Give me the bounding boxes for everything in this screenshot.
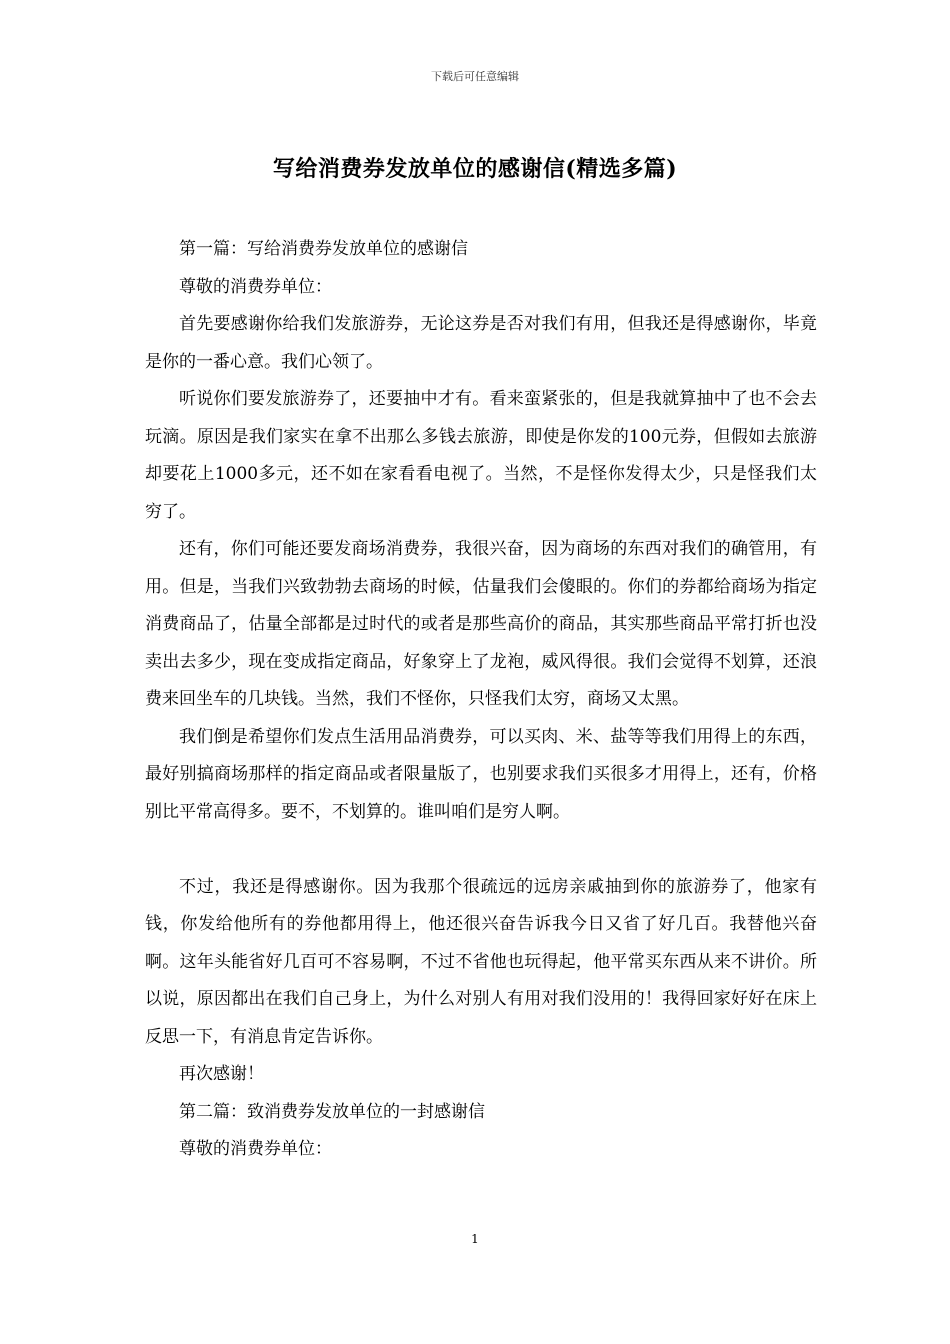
body-paragraph: 我们倒是希望你们发点生活用品消费券，可以买肉、米、盐等等我们用得上的东西，最好别搞商场那样的指定商品或者限量版了，也别要求我们买很多才用得上，还有，价格别比平常高得多。要不，不划算的。谁叫咱们是穷人啊。: [145, 726, 817, 822]
body-paragraph: 听说你们要发旅游券了，还要抽中才有。看来蛮紧张的，但是我就算抽中了也不会去玩滴。原因是我们家实在拿不出那么多钱去旅游，即使是你发的100元券，但假如去旅游却要花上1000多元，还不如在家看看电视了。当然，不是怪你发得太少，只是怪我们太穷了。: [145, 389, 817, 522]
section-heading-2: 第二篇：致消费券发放单位的一封感谢信: [179, 1101, 485, 1122]
blank-line: [145, 831, 817, 869]
salutation: 尊敬的消费券单位：: [179, 1139, 332, 1159]
body-paragraph: 还有，你们可能还要发商场消费券，我很兴奋，因为商场的东西对我们的确管用，有用。但是，当我们兴致勃勃去商场的时候，估量我们会傻眼的。你们的券都给商场为指定消费商品了，估量全部都是过时代的或者是那些高价的商品，其实那些商品平常打折也没卖出去多少，现在变成指定商品，好象穿上了龙袍，威风得很。我们会觉得不划算，还浪费来回坐车的几块钱。当然，我们不怪你，只怪我们太穷，商场又太黑。: [145, 539, 817, 709]
body-paragraph: 不过，我还是得感谢你。因为我那个很疏远的远房亲戚抽到你的旅游券了，他家有钱，你发给他所有的券他都用得上，他还很兴奋告诉我今日又省了好几百。我替他兴奋啊。这年头能省好几百可不容易啊，不过不省他也玩得起，他平常买东西从来不讲价。所以说，原因都出在我们自己身上，为什么对别人有用对我们没用的！我得回家好好在床上反思一下，有消息肯定告诉你。: [145, 876, 817, 1047]
section-heading-1: 第一篇：写给消费券发放单位的感谢信: [179, 239, 468, 259]
body-paragraph: 首先要感谢你给我们发旅游券，无论这券是否对我们有用，但我还是得感谢你，毕竟是你的一番心意。我们心领了。: [145, 314, 817, 372]
salutation: 尊敬的消费券单位：: [179, 276, 332, 297]
document-title: 写给消费券发放单位的感谢信(精选多篇): [272, 156, 678, 182]
page-number: 1: [471, 1232, 479, 1246]
closing-line: 再次感谢！: [179, 1064, 264, 1084]
header-note: 下载后可任意编辑: [431, 70, 519, 83]
document-body: [145, 231, 817, 1169]
